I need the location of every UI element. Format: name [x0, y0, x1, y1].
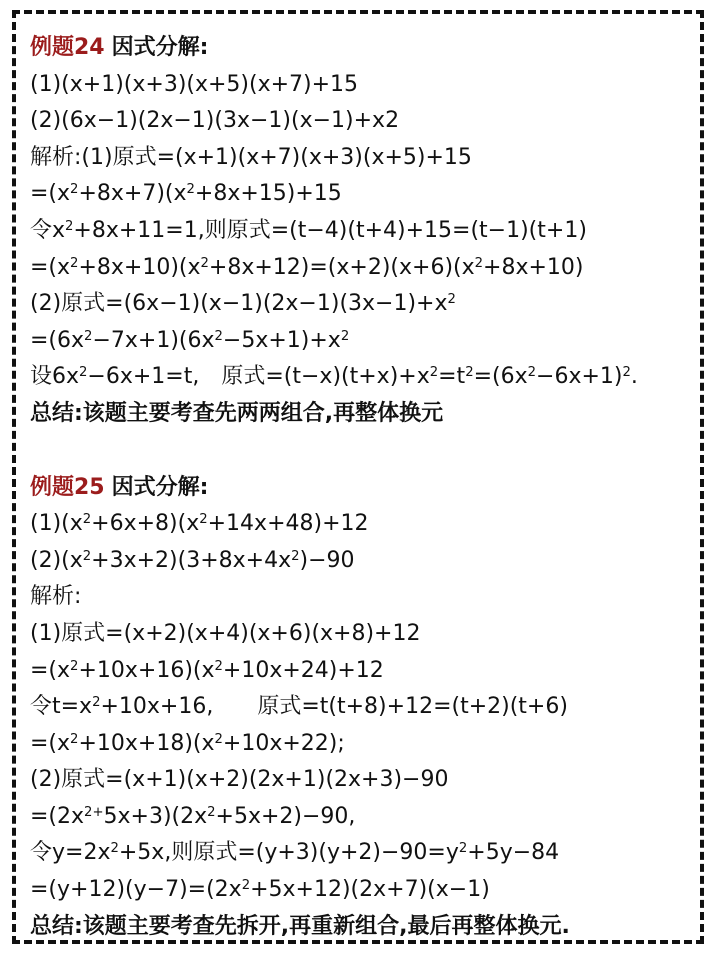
example24-title: 因式分解: — [111, 35, 209, 60]
example24-summary: 总结:该题主要考查先两两组合,再整体换元 — [30, 400, 444, 426]
superscript: 2 — [465, 365, 474, 381]
example24-solution-line: $=(x^2+8x+10)(x^2+8x+12)=(x+2)(x+6)(x^2+8x+10)$ — [30, 254, 584, 280]
superscript: 2 — [84, 328, 93, 344]
superscript: + — [92, 804, 104, 820]
example25-solution-line: $=(y+12)(y-7)=(2x^2+5x+12)(2x+7)(x-1)$ — [30, 877, 490, 903]
example25-solution-line: $=(2x^{2+}5x+3)(2x^2+5x+2)-90$, — [30, 803, 356, 829]
superscript: 2 — [186, 182, 195, 198]
superscript: 2 — [474, 255, 484, 271]
superscript: 2 — [70, 731, 79, 747]
example24-solution-line: (2)原式$=(6x-1)(x-1)(2x-1)(3x-1)+x^2$ — [30, 291, 456, 317]
superscript: 2 — [214, 658, 223, 674]
example24-solution-line: $=(x^2+8x+7)(x^2+8x+15)+15$ — [30, 181, 342, 207]
example25-problem-1: $(1)(x^2+6x+8)(x^2+14x+48)+12$ — [30, 511, 369, 537]
superscript: 2 — [200, 255, 209, 271]
superscript: 2 — [65, 218, 74, 234]
superscript: 2 — [70, 182, 79, 198]
superscript: 2 — [458, 841, 468, 857]
example25-label: 例题25 — [30, 474, 105, 500]
example24-label: 例题24 — [30, 35, 105, 60]
superscript: 2 — [622, 365, 631, 381]
example25-solution-line: $=(x^2+10x+18)(x^2+10x+22)$; — [30, 730, 345, 756]
example25-solution-line: (1)原式=(x+2)(x+4)(x+6)(x+8)+12 — [30, 620, 421, 646]
example24-solution-line: 设$6x^2-6x+1=t$, 原式$=(t-x)(t+x)+x^2=t^2=(6x^2-6x+1)^2$. — [30, 364, 638, 390]
example25-solution-line: 令$y=2x^2+5x$,则原式$=(y+3)(y+2)-90=y^2+5y-84$ — [30, 840, 560, 866]
example25-solution-line: $=(x^2+10x+16)(x^2+10x+24)+12$ — [30, 657, 384, 683]
example25-title: 因式分解: — [111, 474, 209, 500]
example24-problem-1: (1)(x+1)(x+3)(x+5)(x+7)+15 — [30, 71, 359, 97]
superscript: 2 — [79, 365, 88, 381]
section-gap — [30, 433, 700, 470]
superscript: 2 — [82, 511, 92, 527]
superscript: 2 — [84, 804, 93, 820]
superscript: 2 — [291, 548, 300, 564]
superscript: 2 — [447, 291, 456, 307]
example24-solution-line: 令$x^2+8x+11=1$,则原式=(t−4)(t+4)+15=(t−1)(t+1) — [30, 217, 587, 243]
superscript: 2 — [110, 841, 119, 857]
worksheet-content — [30, 30, 700, 945]
example24-solution-line: 解析:(1)原式=(x+1)(x+7)(x+3)(x+5)+15 — [30, 144, 472, 170]
superscript: 2 — [241, 877, 251, 893]
example24-solution-line: $=(6x^2-7x+1)(6x^2-5x+1)+x^2$ — [30, 327, 350, 353]
superscript: 2 — [92, 694, 101, 710]
superscript: 2 — [429, 365, 439, 381]
superscript: 2 — [82, 548, 92, 564]
example25-solution-line: 令$t=x^2+10x+16$, 原式=t(t+8)+12=(t+2)(t+6) — [30, 694, 568, 720]
superscript: 2 — [340, 328, 350, 344]
superscript: 2 — [214, 328, 223, 344]
example25-solution-line: (2)原式=(x+1)(x+2)(2x+1)(2x+3)−90 — [30, 767, 449, 793]
superscript: 2 — [207, 804, 216, 820]
example25-heading — [30, 470, 700, 507]
superscript: 2 — [199, 511, 208, 527]
example24-problem-2: (2)(6x−1)(2x−1)(3x−1)(x−1)+x2 — [30, 108, 400, 134]
example25-problem-2: $(2)(x^2+3x+2)(3+8x+4x^2)-90$ — [30, 547, 355, 573]
superscript: 2 — [70, 658, 79, 674]
superscript: 2 — [527, 365, 537, 381]
example25-summary: 总结:该题主要考查先拆开,再重新组合,最后再整体换元. — [30, 913, 570, 939]
example25-solution-line: 解析: — [30, 584, 82, 610]
superscript: 2 — [70, 255, 79, 271]
superscript: 2 — [214, 731, 223, 747]
example24-heading — [30, 30, 700, 67]
